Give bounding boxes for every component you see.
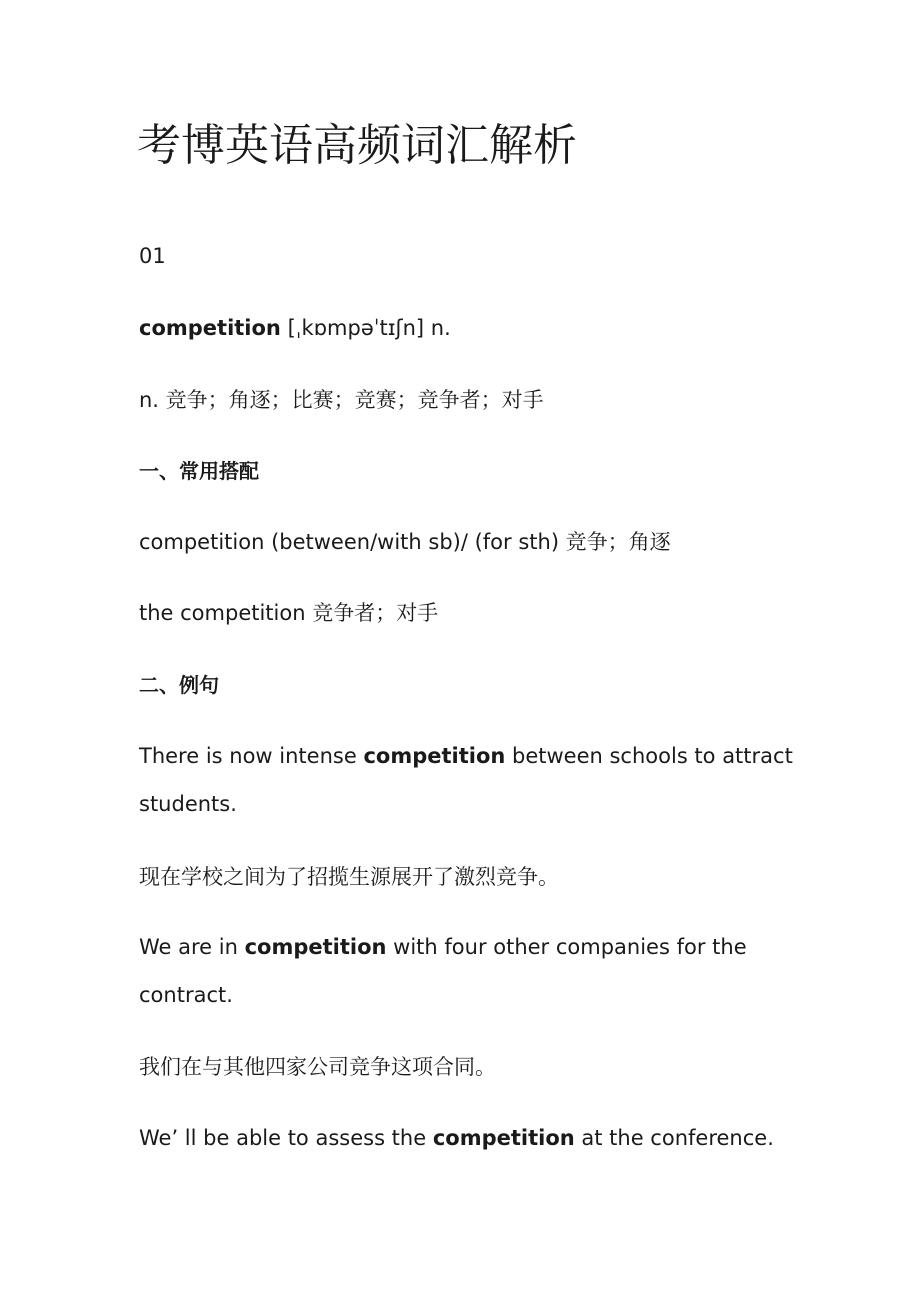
text: There is now intense: [139, 744, 364, 768]
text: We’ ll be able to assess the: [139, 1126, 433, 1150]
keyword: competition: [244, 935, 387, 959]
phonetic: [ˌkɒmpəˈtɪʃn] n.: [287, 316, 451, 340]
text: We are in: [139, 935, 245, 959]
entry-number: 01: [139, 244, 166, 268]
headword: competition: [139, 316, 281, 340]
text: at the conference.: [574, 1126, 774, 1150]
example-translation: 我们在与其他四家公司竞争这项合同。: [139, 1055, 496, 1079]
section-heading-examples: 二、例句: [139, 673, 219, 697]
headword-line: [139, 304, 451, 352]
page-title: 考博英语高频词汇解析: [137, 120, 577, 171]
example-sentence: [139, 1114, 774, 1162]
example-sentence: [139, 923, 747, 971]
collocation: the competition 竞争者；对手: [139, 601, 439, 625]
keyword: competition: [432, 1126, 575, 1150]
example-sentence-cont: contract.: [139, 983, 233, 1007]
definition: n. 竞争；角逐；比赛；竞赛；竞争者；对手: [139, 388, 544, 412]
example-sentence-cont: students.: [139, 792, 237, 816]
keyword: competition: [363, 744, 506, 768]
example-translation: 现在学校之间为了招揽生源展开了激烈竞争。: [139, 865, 559, 889]
collocation: competition (between/with sb)/ (for sth) 竞争；角逐: [139, 530, 671, 554]
text: between schools to attract: [505, 744, 793, 768]
section-heading-collocations: 一、常用搭配: [139, 459, 259, 483]
example-sentence: [139, 732, 793, 780]
text: with four other companies for the: [386, 935, 747, 959]
